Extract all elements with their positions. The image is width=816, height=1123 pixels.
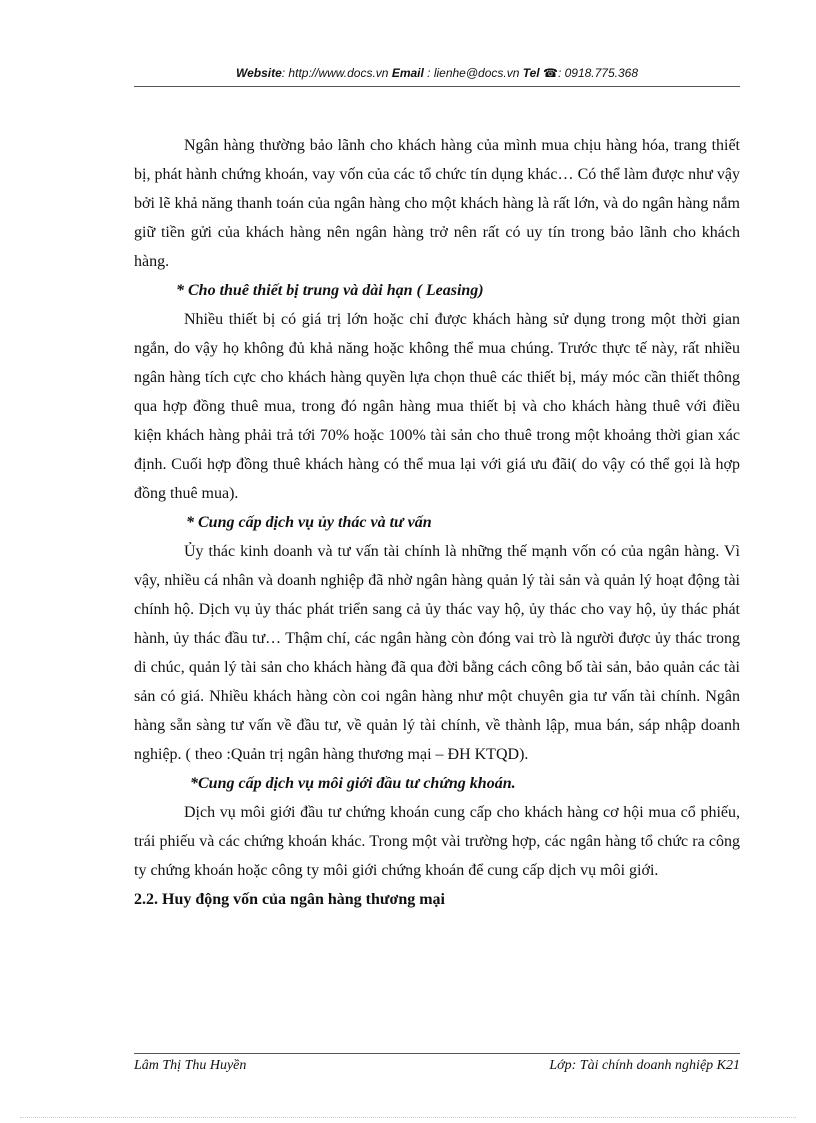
section-title: 2.2. Huy động vốn của ngân hàng thương mại [134, 891, 445, 908]
footer-author: Lâm Thị Thu Huyền [134, 1058, 247, 1073]
footer-class: Lớp: Tài chính doanh nghiệp K21 [549, 1058, 740, 1073]
heading-leasing: * Cho thuê thiết bị trung và dài hạn ( Leasing) [176, 282, 484, 299]
paragraph-leasing: Nhiều thiết bị có giá trị lớn hoặc chỉ được khách hàng sử dụng trong một thời gian ngắn, do vậy họ không đủ khả năng hoặc không thể mua chúng. Trước thực tế này, rất nhiều ngân hàng tích cực cho khách hàng quyền lựa chọn thuê các thiết bị, máy móc cần thiết thông qua hợp đồng thuê mua, trong đó ngân hàng mua thiết bị và cho khách hàng thuê với điều kiện khách hàng phải trả tới 70% hoặc 100% tài sản cho thuê trong một khoảng thời gian xác định. Cuối hợp đồng thuê khách hàng có thể mua lại với giá ưu đãi( do vậy có thể gọi là hợp đồng thuê mua). [134, 311, 740, 502]
document-body [134, 131, 740, 914]
email-label: Email [391, 66, 424, 80]
page-header [134, 66, 740, 80]
footer-divider [134, 1053, 740, 1054]
header-divider [134, 86, 740, 87]
email-address[interactable]: : lienhe@docs.vn [423, 66, 523, 80]
tel-label: Tel [522, 66, 540, 80]
website-label: Website [235, 66, 282, 80]
heading-brokerage: *Cung cấp dịch vụ môi giới đầu tư chứng khoán. [190, 775, 516, 792]
tel-number: : 0918.775.368 [557, 66, 639, 80]
paragraph-brokerage: Dịch vụ môi giới đầu tư chứng khoán cung cấp cho khách hàng cơ hội mua cổ phiếu, trái phiếu và các chứng khoán khác. Trong một vài trường hợp, các ngân hàng tổ chức ra công ty chứng khoán hoặc công ty môi giới chứng khoán để cung cấp dịch vụ môi giới. [134, 804, 740, 879]
heading-trust-advisory: * Cung cấp dịch vụ ủy thác và tư vấn [186, 514, 432, 531]
website-url[interactable]: : http://www.docs.vn [281, 66, 392, 80]
page-boundary [20, 1117, 796, 1118]
phone-icon: ☎ [542, 66, 558, 80]
paragraph-guarantee: Ngân hàng thường bảo lãnh cho khách hàng của mình mua chịu hàng hóa, trang thiết bị, phát hành chứng khoán, vay vốn của các tổ chức tín dụng khác… Có thể làm được như vậy bởi lẽ khả năng thanh toán của ngân hàng cho một khách hàng là rất lớn, và do ngân hàng nắm giữ tiền gửi của khách hàng nên ngân hàng trở nên rất có uy tín trong bảo lãnh cho khách hàng. [134, 137, 740, 270]
paragraph-trust-advisory: Ủy thác kinh doanh và tư vấn tài chính là những thế mạnh vốn có của ngân hàng. Vì vậy, nhiều cá nhân và doanh nghiệp đã nhờ ngân hàng quản lý tài sản và quản lý hoạt động tài chính hộ. Dịch vụ ủy thác phát triển sang cả ủy thác vay hộ, ủy thác cho vay hộ, ủy thác phát hành, ủy thác đầu tư… Thậm chí, các ngân hàng còn đóng vai trò là người được ủy thác trong di chúc, quản lý tài sản cho khách hàng đã qua đời bằng cách công bố tài sản, bảo quản các tài sản có giá. Nhiều khách hàng còn coi ngân hàng như một chuyên gia tư vấn tài chính. Ngân hàng sẵn sàng tư vấn về đầu tư, về quản lý tài chính, về thành lập, mua bán, sáp nhập doanh nghiệp. ( theo :Quản trị ngân hàng thương mại – ĐH KTQD). [134, 543, 740, 763]
